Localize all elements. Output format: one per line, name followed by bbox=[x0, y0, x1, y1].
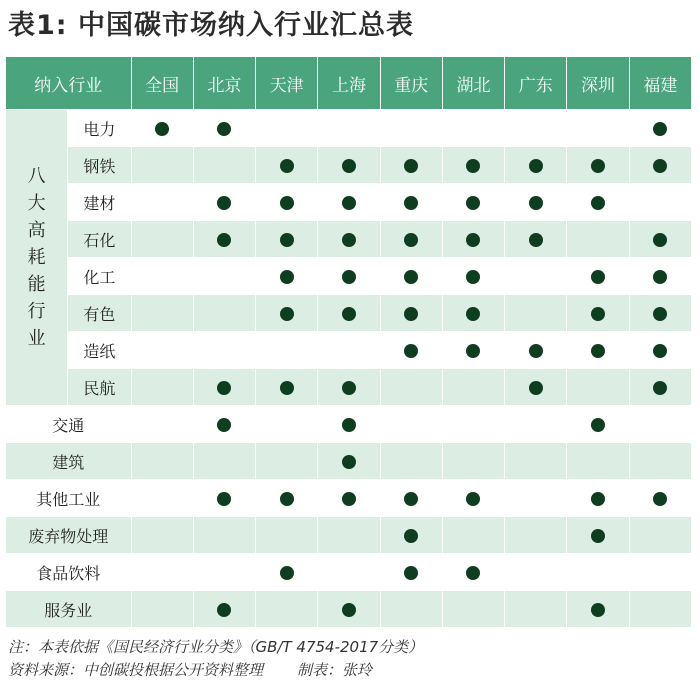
table-row bbox=[6, 184, 692, 221]
table-cell bbox=[193, 147, 255, 184]
dot-marker bbox=[342, 196, 356, 210]
table-cell bbox=[193, 184, 255, 221]
table-title: 表1: 中国碳市场纳入行业汇总表 bbox=[8, 10, 414, 41]
table-cell bbox=[442, 480, 504, 517]
dot-marker bbox=[466, 270, 480, 284]
table-cell bbox=[505, 332, 567, 369]
dot-marker bbox=[529, 344, 543, 358]
industry-name: 民航 bbox=[68, 369, 131, 406]
dot-marker bbox=[653, 492, 667, 506]
table-cell bbox=[193, 221, 255, 258]
header-industry: 纳入行业 bbox=[6, 57, 132, 110]
table-row bbox=[6, 406, 692, 443]
table-cell bbox=[193, 332, 255, 369]
table-cell bbox=[131, 295, 193, 332]
dot-marker bbox=[466, 566, 480, 580]
header-region: 天津 bbox=[256, 57, 318, 110]
dot-marker bbox=[466, 233, 480, 247]
group-label bbox=[27, 163, 47, 352]
table-cell bbox=[193, 369, 255, 406]
dot-marker bbox=[529, 159, 543, 173]
table-row bbox=[6, 591, 692, 628]
table-cell bbox=[567, 406, 629, 443]
table-row bbox=[6, 332, 692, 369]
dot-marker bbox=[529, 381, 543, 395]
table-cell bbox=[318, 332, 380, 369]
table-cell bbox=[193, 110, 255, 147]
table-cell bbox=[505, 517, 567, 554]
table-row bbox=[6, 258, 692, 295]
table-cell bbox=[318, 554, 380, 591]
table-row bbox=[6, 221, 692, 258]
table-cell bbox=[193, 406, 255, 443]
table-credit: 制表：张玲 bbox=[297, 661, 373, 679]
table-row bbox=[6, 110, 692, 147]
table-cell bbox=[442, 554, 504, 591]
group-label-char: 高 bbox=[27, 220, 46, 241]
header-row bbox=[6, 57, 692, 110]
dot-marker bbox=[404, 566, 418, 580]
table-body bbox=[6, 110, 692, 628]
header-region: 湖北 bbox=[442, 57, 504, 110]
dot-marker bbox=[591, 307, 605, 321]
table-cell bbox=[380, 110, 442, 147]
dot-marker bbox=[280, 233, 294, 247]
table-cell bbox=[256, 554, 318, 591]
table-cell bbox=[505, 110, 567, 147]
table-cell bbox=[131, 406, 193, 443]
dot-marker bbox=[280, 270, 294, 284]
table-cell bbox=[629, 332, 691, 369]
dot-marker bbox=[404, 159, 418, 173]
table-cell bbox=[567, 221, 629, 258]
industry-name: 造纸 bbox=[68, 332, 131, 369]
table-cell bbox=[256, 591, 318, 628]
table-cell bbox=[505, 369, 567, 406]
dot-marker bbox=[404, 196, 418, 210]
table-cell bbox=[442, 406, 504, 443]
table-cell bbox=[380, 184, 442, 221]
industry-name: 废弃物处理 bbox=[6, 517, 132, 554]
header-region: 深圳 bbox=[567, 57, 629, 110]
table-row bbox=[6, 147, 692, 184]
table-cell bbox=[193, 258, 255, 295]
source-line bbox=[8, 659, 423, 682]
table-note: 注：本表依据《国民经济行业分类》（GB/T 4754-2017分类） bbox=[8, 638, 424, 656]
table-cell bbox=[318, 147, 380, 184]
table-cell bbox=[380, 147, 442, 184]
table-cell bbox=[442, 184, 504, 221]
dot-marker bbox=[529, 233, 543, 247]
industry-name: 电力 bbox=[68, 110, 131, 147]
dot-marker bbox=[653, 233, 667, 247]
dot-marker bbox=[217, 196, 231, 210]
dot-marker bbox=[466, 492, 480, 506]
table-cell bbox=[318, 369, 380, 406]
table-cell bbox=[505, 480, 567, 517]
notes bbox=[8, 636, 423, 682]
dot-marker bbox=[591, 270, 605, 284]
industry-name: 其他工业 bbox=[6, 480, 132, 517]
table-cell bbox=[256, 443, 318, 480]
table-cell bbox=[318, 517, 380, 554]
dot-marker bbox=[404, 233, 418, 247]
table-cell bbox=[629, 443, 691, 480]
table-cell bbox=[256, 147, 318, 184]
table-cell bbox=[193, 517, 255, 554]
table-cell bbox=[193, 295, 255, 332]
table-cell bbox=[318, 443, 380, 480]
dot-marker bbox=[404, 270, 418, 284]
table-cell bbox=[567, 332, 629, 369]
table-cell bbox=[629, 369, 691, 406]
dot-marker bbox=[404, 529, 418, 543]
table-row bbox=[6, 480, 692, 517]
table-cell bbox=[131, 221, 193, 258]
table-cell bbox=[193, 554, 255, 591]
dot-marker bbox=[591, 603, 605, 617]
table-cell bbox=[567, 258, 629, 295]
table-cell bbox=[256, 369, 318, 406]
dot-marker bbox=[280, 492, 294, 506]
dot-marker bbox=[653, 307, 667, 321]
table-cell bbox=[380, 517, 442, 554]
data-source: 资料来源：中创碳投根据公开资料整理 bbox=[8, 661, 264, 679]
dot-marker bbox=[342, 233, 356, 247]
industry-name: 交通 bbox=[6, 406, 132, 443]
dot-marker bbox=[342, 492, 356, 506]
group-label-cell bbox=[6, 110, 68, 406]
dot-marker bbox=[280, 566, 294, 580]
table-cell bbox=[442, 110, 504, 147]
table-cell bbox=[256, 184, 318, 221]
dot-marker bbox=[529, 196, 543, 210]
group-label-char: 业 bbox=[27, 328, 46, 349]
table-cell bbox=[193, 480, 255, 517]
group-label-char: 行 bbox=[27, 301, 46, 322]
table-cell bbox=[567, 110, 629, 147]
table-cell bbox=[505, 184, 567, 221]
table-cell bbox=[567, 443, 629, 480]
table-cell bbox=[380, 221, 442, 258]
dot-marker bbox=[466, 307, 480, 321]
dot-marker bbox=[653, 344, 667, 358]
group-label-char: 八 bbox=[27, 166, 46, 187]
table-cell bbox=[193, 443, 255, 480]
table-cell bbox=[567, 517, 629, 554]
table-cell bbox=[629, 406, 691, 443]
industry-name: 服务业 bbox=[6, 591, 132, 628]
header-region: 重庆 bbox=[380, 57, 442, 110]
industry-name: 建筑 bbox=[6, 443, 132, 480]
table-cell bbox=[629, 221, 691, 258]
table-cell bbox=[380, 332, 442, 369]
table-cell bbox=[442, 147, 504, 184]
table-cell bbox=[380, 591, 442, 628]
dot-marker bbox=[404, 492, 418, 506]
table-cell bbox=[380, 295, 442, 332]
table-row bbox=[6, 295, 692, 332]
dot-marker bbox=[466, 196, 480, 210]
dot-marker bbox=[342, 418, 356, 432]
table-cell bbox=[629, 184, 691, 221]
table-cell bbox=[629, 295, 691, 332]
dot-marker bbox=[591, 344, 605, 358]
table-cell bbox=[131, 184, 193, 221]
dot-marker bbox=[466, 159, 480, 173]
table-cell bbox=[629, 258, 691, 295]
table-cell bbox=[567, 147, 629, 184]
table-cell bbox=[256, 517, 318, 554]
dot-marker bbox=[404, 307, 418, 321]
table-cell bbox=[256, 258, 318, 295]
table-cell bbox=[442, 258, 504, 295]
dot-marker bbox=[217, 233, 231, 247]
group-label-char: 大 bbox=[27, 193, 46, 214]
table-cell bbox=[318, 406, 380, 443]
table-cell bbox=[505, 221, 567, 258]
table-cell bbox=[567, 369, 629, 406]
table-cell bbox=[131, 443, 193, 480]
table-cell bbox=[131, 110, 193, 147]
table-row bbox=[6, 369, 692, 406]
group-label-char: 能 bbox=[27, 274, 46, 295]
table-cell bbox=[131, 258, 193, 295]
table-cell bbox=[318, 110, 380, 147]
table-cell bbox=[131, 369, 193, 406]
dot-marker bbox=[342, 307, 356, 321]
table-cell bbox=[318, 221, 380, 258]
table-cell bbox=[505, 147, 567, 184]
dot-marker bbox=[591, 529, 605, 543]
dot-marker bbox=[466, 344, 480, 358]
dot-marker bbox=[217, 603, 231, 617]
table-cell bbox=[505, 295, 567, 332]
table-cell bbox=[442, 369, 504, 406]
table-cell bbox=[629, 517, 691, 554]
industry-name: 化工 bbox=[68, 258, 131, 295]
table-cell bbox=[131, 517, 193, 554]
industry-name: 石化 bbox=[68, 221, 131, 258]
table-cell bbox=[318, 184, 380, 221]
header-region: 上海 bbox=[318, 57, 380, 110]
table-cell bbox=[629, 554, 691, 591]
table-cell bbox=[318, 480, 380, 517]
table-cell bbox=[256, 406, 318, 443]
table-cell bbox=[131, 147, 193, 184]
group-label-char: 耗 bbox=[27, 247, 46, 268]
dot-marker bbox=[342, 159, 356, 173]
dot-marker bbox=[653, 122, 667, 136]
table-cell bbox=[256, 480, 318, 517]
dot-marker bbox=[342, 603, 356, 617]
industry-name: 食品饮料 bbox=[6, 554, 132, 591]
table-cell bbox=[380, 406, 442, 443]
dot-marker bbox=[591, 159, 605, 173]
dot-marker bbox=[217, 122, 231, 136]
dot-marker bbox=[591, 418, 605, 432]
header-region: 福建 bbox=[629, 57, 691, 110]
table-cell bbox=[505, 406, 567, 443]
table-cell bbox=[567, 295, 629, 332]
table-cell bbox=[442, 443, 504, 480]
header-region: 全国 bbox=[131, 57, 193, 110]
industry-table bbox=[5, 56, 692, 628]
table-cell bbox=[380, 369, 442, 406]
table-cell bbox=[380, 554, 442, 591]
dot-marker bbox=[591, 196, 605, 210]
dot-marker bbox=[653, 381, 667, 395]
dot-marker bbox=[653, 159, 667, 173]
table-cell bbox=[442, 591, 504, 628]
table-cell bbox=[131, 554, 193, 591]
table-cell bbox=[629, 480, 691, 517]
table-cell bbox=[505, 258, 567, 295]
dot-marker bbox=[280, 196, 294, 210]
table-row bbox=[6, 443, 692, 480]
table-cell bbox=[567, 554, 629, 591]
table-cell bbox=[442, 221, 504, 258]
table-cell bbox=[380, 258, 442, 295]
dot-marker bbox=[217, 381, 231, 395]
table-cell bbox=[629, 110, 691, 147]
table-cell bbox=[131, 480, 193, 517]
table-cell bbox=[256, 332, 318, 369]
table-row bbox=[6, 517, 692, 554]
table-cell bbox=[442, 295, 504, 332]
table-cell bbox=[505, 591, 567, 628]
industry-name: 有色 bbox=[68, 295, 131, 332]
table-cell bbox=[505, 554, 567, 591]
dot-marker bbox=[653, 270, 667, 284]
table-row bbox=[6, 554, 692, 591]
dot-marker bbox=[280, 307, 294, 321]
dot-marker bbox=[342, 455, 356, 469]
table-cell bbox=[380, 443, 442, 480]
table-cell bbox=[567, 591, 629, 628]
table-cell bbox=[256, 110, 318, 147]
table-cell bbox=[567, 480, 629, 517]
table-cell bbox=[318, 258, 380, 295]
header-region: 北京 bbox=[193, 57, 255, 110]
table-cell bbox=[442, 517, 504, 554]
dot-marker bbox=[280, 159, 294, 173]
header-region: 广东 bbox=[505, 57, 567, 110]
dot-marker bbox=[591, 492, 605, 506]
dot-marker bbox=[155, 122, 169, 136]
table-cell bbox=[256, 295, 318, 332]
dot-marker bbox=[342, 381, 356, 395]
dot-marker bbox=[404, 344, 418, 358]
dot-marker bbox=[217, 418, 231, 432]
industry-name: 钢铁 bbox=[68, 147, 131, 184]
dot-marker bbox=[217, 492, 231, 506]
table-cell bbox=[256, 221, 318, 258]
industry-name: 建材 bbox=[68, 184, 131, 221]
dot-marker bbox=[280, 381, 294, 395]
table-cell bbox=[629, 591, 691, 628]
table-cell bbox=[505, 443, 567, 480]
table-cell bbox=[442, 332, 504, 369]
table-cell bbox=[567, 184, 629, 221]
table-cell bbox=[318, 591, 380, 628]
table-cell bbox=[131, 591, 193, 628]
dot-marker bbox=[342, 270, 356, 284]
table-cell bbox=[318, 295, 380, 332]
table-cell bbox=[629, 147, 691, 184]
table-cell bbox=[193, 591, 255, 628]
table-cell bbox=[131, 332, 193, 369]
table-cell bbox=[380, 480, 442, 517]
